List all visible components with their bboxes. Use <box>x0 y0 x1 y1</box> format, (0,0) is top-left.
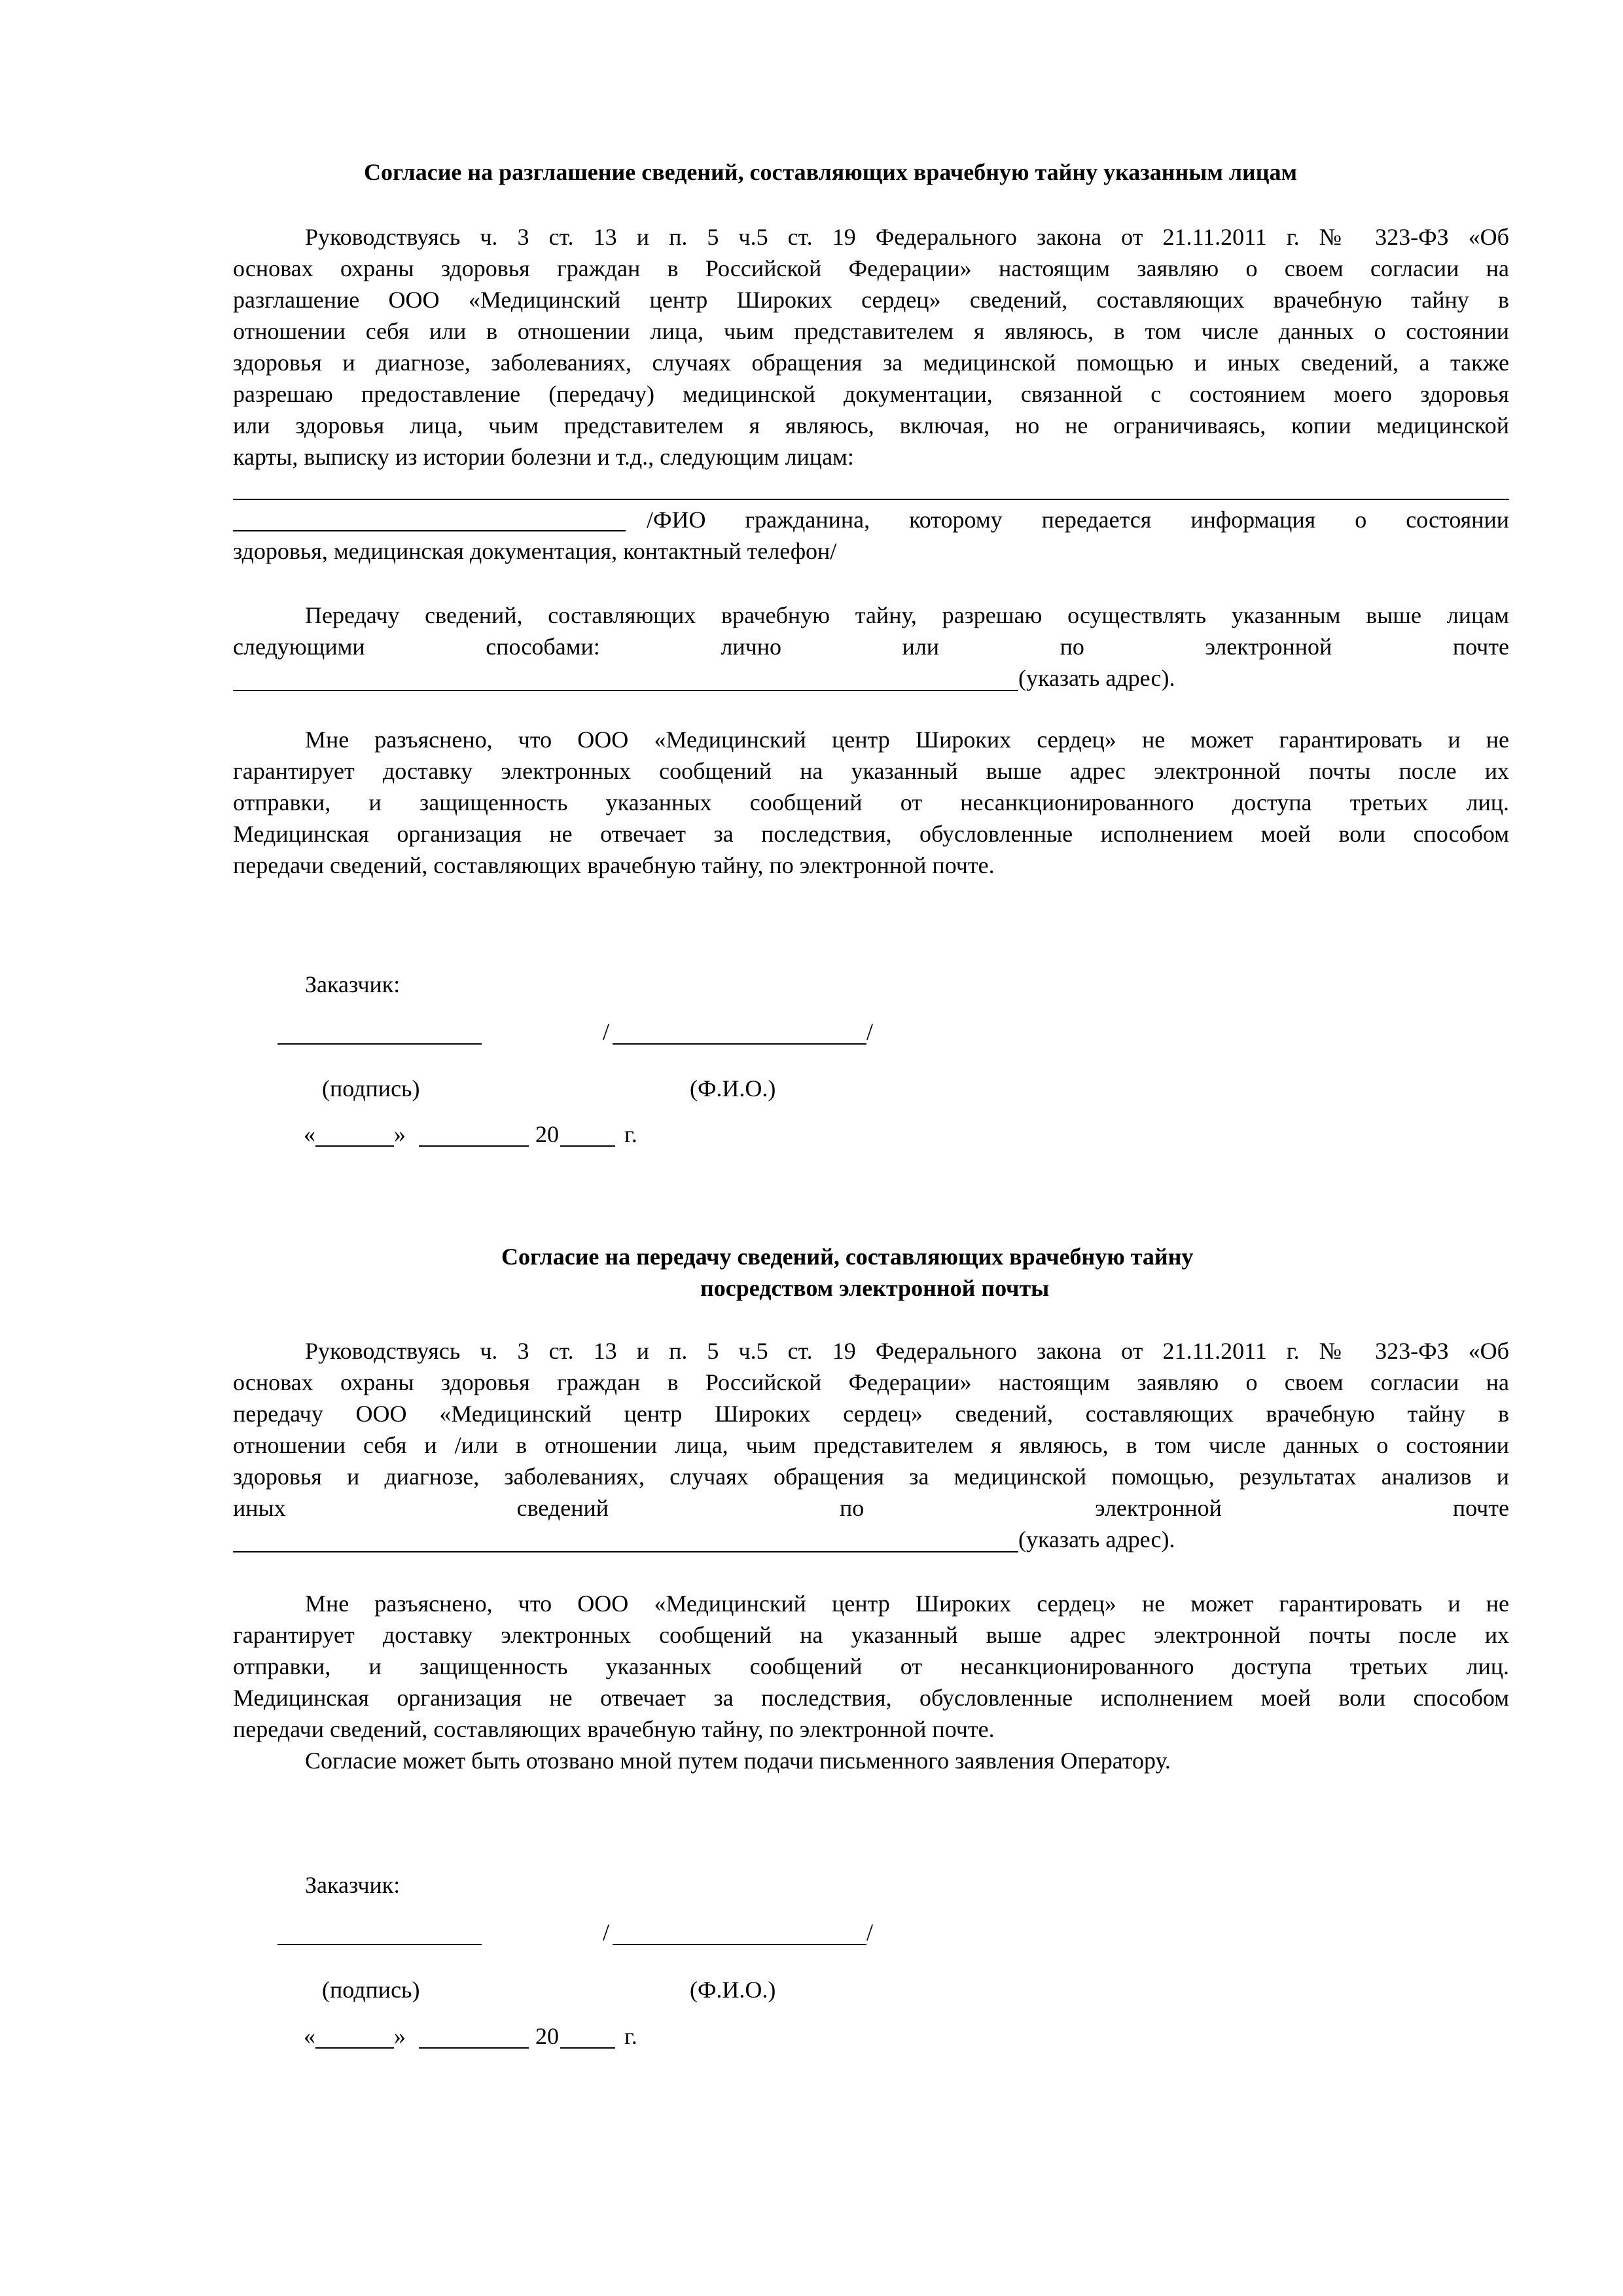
fio-slash-open: / <box>603 1018 610 1045</box>
consent1-para2-line: Медицинская организация не отвечает за последствия, обусловленные исполнением моей воли способом <box>233 821 1509 847</box>
date-year-suffix: г. <box>624 1121 637 1147</box>
recipients-fio-hint-cont: здоровья, медицинская документация, контактный телефон/ <box>233 538 837 564</box>
consent2-para1-line: Руководствуясь ч. 3 ст. 13 и п. 5 ч.5 ст. 19 Федерального закона от 21.11.2011 г. № 323-ФЗ «Об <box>305 1338 1509 1364</box>
recipients-fio-hint: /ФИО гражданина, которому передается информация о состоянии <box>647 507 1509 533</box>
customer-label: Заказчик: <box>305 971 401 997</box>
date-quote-open: « <box>304 1121 315 1147</box>
consent2-para2-line: отправки, и защищенность указанных сообщений от несанкционированного доступа третьих лиц. <box>233 1653 1509 1679</box>
consent1-para2-line: отправки, и защищенность указанных сообщений от несанкционированного доступа третьих лиц. <box>233 789 1509 816</box>
transfer-methods-line: Передачу сведений, составляющих врачебную тайну, разрешаю осуществлять указанным выше лицам <box>305 602 1509 628</box>
signature-label-2: (подпись) <box>322 1977 420 2003</box>
consent1-para1-line: разрешаю предоставление (передачу) медицинской документации, связанной с состоянием моего здоровья <box>233 381 1509 407</box>
consent1-para1-line: Руководствуясь ч. 3 ст. 13 и п. 5 ч.5 ст. 19 Федерального закона от 21.11.2011 г. № 323-ФЗ «Об <box>305 224 1509 250</box>
fio-label-2: (Ф.И.О.) <box>690 1977 776 2003</box>
date-year-prefix-2: 20 <box>535 2023 559 2049</box>
consent2-para2-line: передачи сведений, составляющих врачебную тайну, по электронной почте. <box>233 1716 995 1742</box>
consent1-title: Согласие на разглашение сведений, составляющих врачебную тайну указанным лицам <box>364 159 1298 185</box>
date-day-blank[interactable] <box>315 1145 394 1147</box>
consent2-para1-line: иных сведений по электронной почте <box>233 1495 1509 1521</box>
consent2-para1-line: основах охраны здоровья граждан в Российской Федерации» настоящим заявляю о своем согласии на <box>233 1369 1509 1395</box>
fio-slash-close-2: / <box>866 1919 874 1945</box>
consent1-para2-line: Мне разъяснено, что ООО «Медицинский центр Широких сердец» не может гарантировать и не <box>305 726 1509 753</box>
consent2-para2-line: Медицинская организация не отвечает за последствия, обусловленные исполнением моей воли способом <box>233 1685 1509 1711</box>
consent2-para1-line: здоровья и диагнозе, заболеваниях, случаях обращения за медицинской помощью, результатах анализов и <box>233 1463 1509 1490</box>
consent1-para1-line: здоровья и диагнозе, заболеваниях, случаях обращения за медицинской помощью и иных сведений, а также <box>233 350 1509 376</box>
fio-label: (Ф.И.О.) <box>690 1075 776 1102</box>
email-address-blank[interactable] <box>233 690 1018 691</box>
fio-field[interactable] <box>613 1043 866 1045</box>
customer-label-2: Заказчик: <box>305 1872 401 1898</box>
transfer-methods-line: следующими способами: лично или по электронной почте <box>233 634 1509 660</box>
date-year-blank[interactable] <box>560 1145 615 1147</box>
date-year-prefix: 20 <box>535 1121 559 1147</box>
email-address-hint: (указать адрес). <box>1018 665 1175 691</box>
consent1-para1-line: карты, выписку из истории болезни и т.д., следующим лицам: <box>233 444 854 470</box>
consent1-para1-line: основах охраны здоровья граждан в Российской Федерации» настоящим заявляю о своем согласии на <box>233 255 1509 281</box>
consent2-para2-line: Мне разъяснено, что ООО «Медицинский центр Широких сердец» не может гарантировать и не <box>305 1590 1509 1617</box>
email-address-hint-2: (указать адрес). <box>1018 1526 1175 1552</box>
fio-field-2[interactable] <box>613 1944 866 1945</box>
consent1-para1-line: или здоровья лица, чьим представителем я являюсь, включая, но не ограничиваясь, копии медицинской <box>233 412 1509 439</box>
date-quote-open-2: « <box>304 2023 315 2049</box>
consent2-para1-line: передачу ООО «Медицинский центр Широких сердец» сведений, составляющих врачебную тайну в <box>233 1401 1509 1427</box>
recipients-blank-line[interactable] <box>233 499 1509 500</box>
date-day-blank-2[interactable] <box>315 2047 394 2049</box>
consent1-para1-line: разглашение ООО «Медицинский центр Широких сердец» сведений, составляющих врачебную тайну в <box>233 287 1509 313</box>
date-quote-close-2: » <box>394 2023 406 2049</box>
date-month-blank-2[interactable] <box>419 2047 529 2049</box>
date-year-blank-2[interactable] <box>560 2047 615 2049</box>
date-month-blank[interactable] <box>419 1145 529 1147</box>
consent2-para2-line: гарантирует доставку электронных сообщений на указанный выше адрес электронной почты после их <box>233 1622 1509 1648</box>
fio-slash-close: / <box>866 1018 874 1045</box>
signature-label: (подпись) <box>322 1075 420 1102</box>
signature-field-2[interactable] <box>277 1944 482 1945</box>
revocation-note: Согласие может быть отозвано мной путем подачи письменного заявления Оператору. <box>305 1748 1171 1774</box>
date-quote-close: » <box>394 1121 406 1147</box>
fio-slash-open-2: / <box>603 1919 610 1945</box>
consent2-title-line2: посредством электронной почты <box>700 1275 1050 1301</box>
consent1-para2-line: передачи сведений, составляющих врачебную тайну, по электронной почте. <box>233 852 995 878</box>
consent2-para1-line: отношении себя и /или в отношении лица, чьим представителем я являюсь, в том числе данных о состоянии <box>233 1432 1509 1458</box>
consent2-title-line1: Согласие на передачу сведений, составляющих врачебную тайну <box>501 1244 1194 1270</box>
recipients-blank-line-short[interactable] <box>233 530 626 531</box>
consent1-para1-line: отношении себя или в отношении лица, чьим представителем я являюсь, в том числе данных о состоянии <box>233 318 1509 344</box>
signature-field[interactable] <box>277 1043 482 1045</box>
date-year-suffix-2: г. <box>624 2023 637 2049</box>
consent1-para2-line: гарантирует доставку электронных сообщений на указанный выше адрес электронной почты после их <box>233 758 1509 784</box>
email-address-blank-2[interactable] <box>233 1551 1018 1552</box>
